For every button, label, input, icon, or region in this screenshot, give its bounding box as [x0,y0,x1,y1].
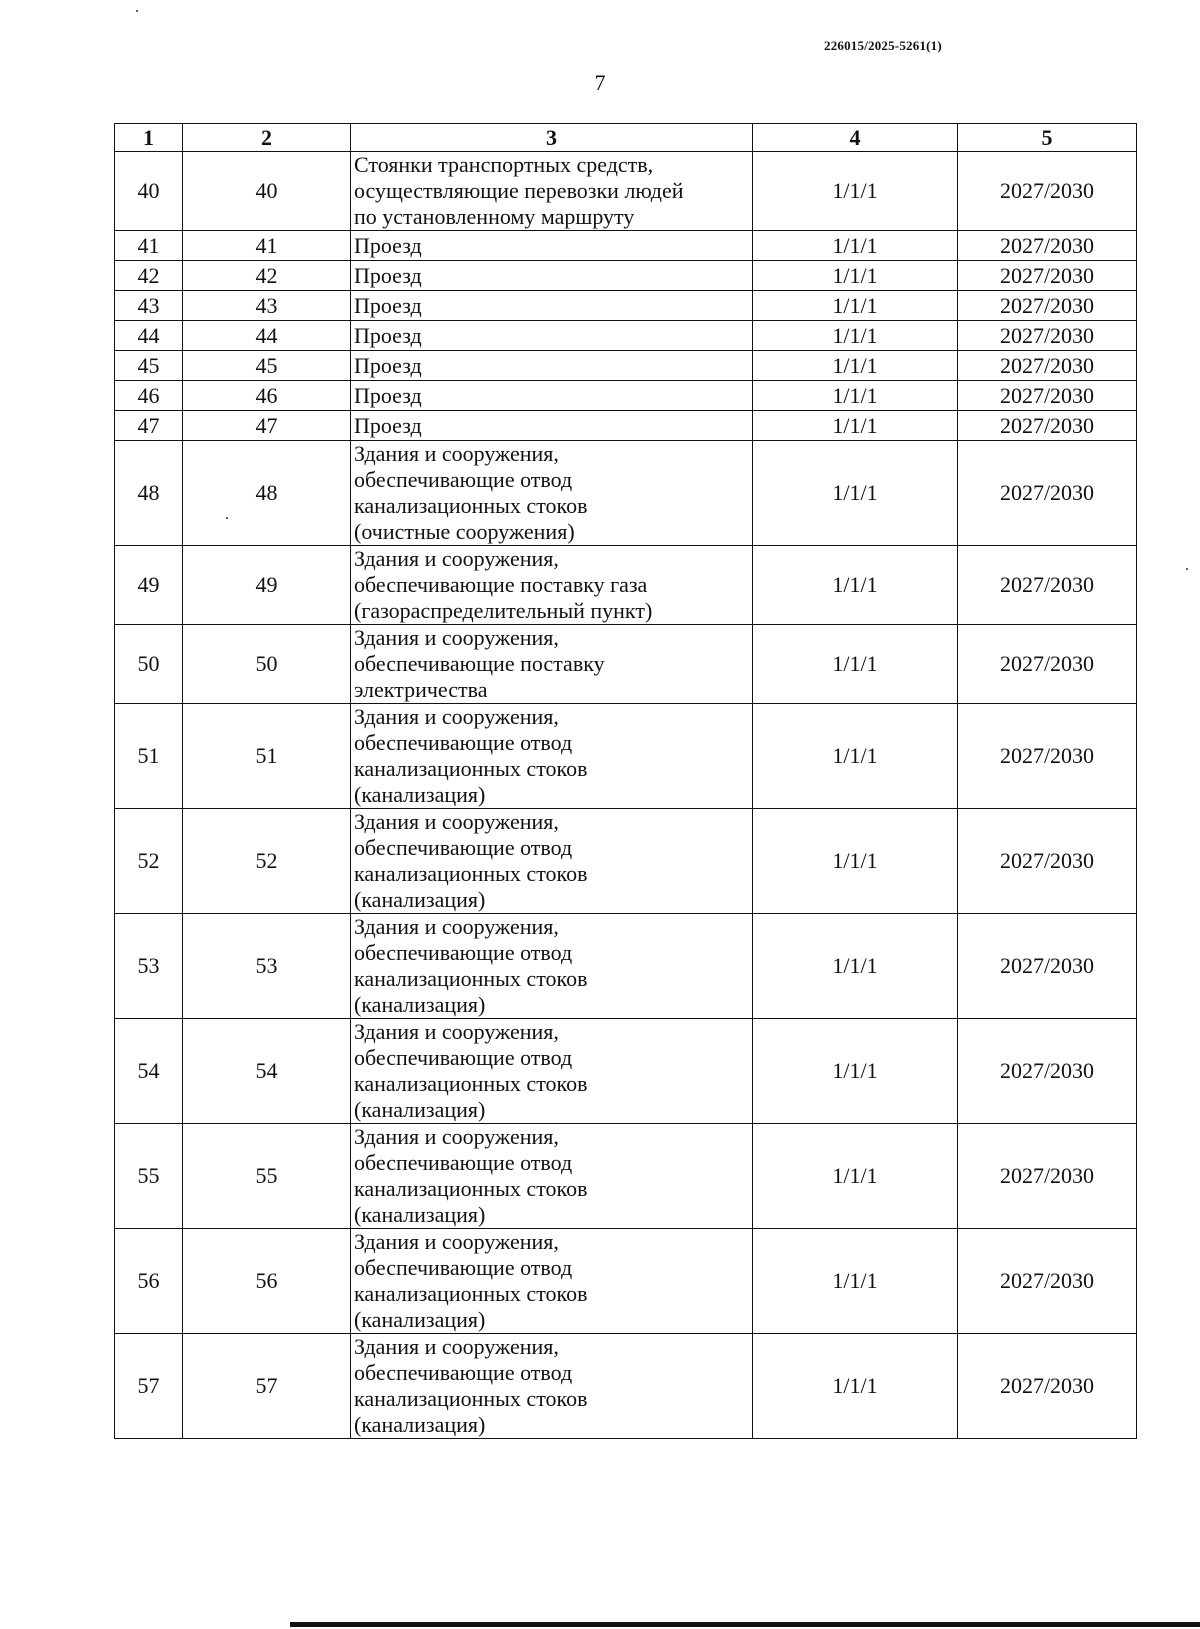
period-cell: 2027/2030 [958,321,1137,351]
table-row [115,291,1137,321]
description-cell [351,625,753,704]
period-cell: 2027/2030 [958,809,1137,914]
description-line: (газораспределительный пункт) [354,598,653,623]
period-cell: 2027/2030 [958,1229,1137,1334]
row-number-cell: 53 [115,914,183,1019]
description-line: Здания и сооружения, [354,1124,559,1149]
period-cell: 2027/2030 [958,914,1137,1019]
description-line: обеспечивающие отвод [354,1360,573,1385]
category-cell: 1/1/1 [753,261,958,291]
period-cell: 2027/2030 [958,441,1137,546]
description-line: по установленному маршруту [354,204,635,229]
table-row [115,261,1137,291]
description-cell [351,351,753,381]
object-number-cell: 42 [183,261,351,291]
table-row [115,321,1137,351]
period-cell: 2027/2030 [958,1334,1137,1439]
description-line: (канализация) [354,782,486,807]
period-cell: 2027/2030 [958,704,1137,809]
category-cell: 1/1/1 [753,1124,958,1229]
row-number-cell: 48 [115,441,183,546]
description-line: (канализация) [354,1097,486,1122]
description-line: канализационных стоков [354,1071,588,1096]
description-cell [351,704,753,809]
category-cell: 1/1/1 [753,321,958,351]
description-line: канализационных стоков [354,756,588,781]
object-number-cell: 56 [183,1229,351,1334]
description-line: электричества [354,677,488,702]
description-line: обеспечивающие поставку [354,651,605,676]
category-cell: 1/1/1 [753,351,958,381]
row-number-cell: 45 [115,351,183,381]
period-cell: 2027/2030 [958,152,1137,231]
description-line: Здания и сооружения, [354,625,559,650]
column-header: 3 [351,124,753,152]
table-row [115,411,1137,441]
description-cell [351,291,753,321]
column-header: 4 [753,124,958,152]
description-line: Здания и сооружения, [354,1019,559,1044]
table-row [115,441,1137,546]
object-number-cell: 57 [183,1334,351,1439]
object-number-cell: 45 [183,351,351,381]
row-number-cell: 54 [115,1019,183,1124]
period-cell: 2027/2030 [958,261,1137,291]
description-line: канализационных стоков [354,1176,588,1201]
description-line: Здания и сооружения, [354,441,559,466]
object-number-cell: 51 [183,704,351,809]
category-cell: 1/1/1 [753,1229,958,1334]
table-row [115,1334,1137,1439]
row-number-cell: 44 [115,321,183,351]
description-line: осуществляющие перевозки людей [354,178,684,203]
table-row [115,625,1137,704]
description-line: Проезд [354,292,422,318]
category-cell: 1/1/1 [753,704,958,809]
description-line: Проезд [354,382,422,408]
description-line: Стоянки транспортных средств, [354,152,654,177]
row-number-cell: 52 [115,809,183,914]
description-line: обеспечивающие отвод [354,940,573,965]
category-cell: 1/1/1 [753,291,958,321]
description-line: Проезд [354,412,422,438]
description-line: обеспечивающие отвод [354,1255,573,1280]
scan-speck [1186,568,1188,570]
description-cell [351,1019,753,1124]
description-line: обеспечивающие поставку газа [354,572,648,597]
object-number-cell: 47 [183,411,351,441]
object-number-cell: 44 [183,321,351,351]
description-line: (канализация) [354,887,486,912]
table-row [115,704,1137,809]
description-line: (очистные сооружения) [354,519,575,544]
table-row [115,381,1137,411]
row-number-cell: 43 [115,291,183,321]
object-number-cell: 53 [183,914,351,1019]
description-cell [351,1334,753,1439]
description-line: (канализация) [354,992,486,1017]
description-cell [351,152,753,231]
table-row [115,231,1137,261]
row-number-cell: 50 [115,625,183,704]
table-row [115,152,1137,231]
description-line: Здания и сооружения, [354,1334,559,1359]
description-cell [351,231,753,261]
table-row [115,1229,1137,1334]
description-line: Проезд [354,352,422,378]
facilities-table [114,123,1137,1439]
object-number-cell: 49 [183,546,351,625]
object-number-cell: 54 [183,1019,351,1124]
column-header: 5 [958,124,1137,152]
row-number-cell: 47 [115,411,183,441]
category-cell: 1/1/1 [753,1334,958,1439]
category-cell: 1/1/1 [753,381,958,411]
description-cell [351,809,753,914]
period-cell: 2027/2030 [958,291,1137,321]
document-id: 226015/2025-5261(1) [824,38,942,53]
category-cell: 1/1/1 [753,1019,958,1124]
category-cell: 1/1/1 [753,625,958,704]
category-cell: 1/1/1 [753,914,958,1019]
row-number-cell: 40 [115,152,183,231]
object-number-cell: 48 [183,441,351,546]
object-number-cell: 52 [183,809,351,914]
row-number-cell: 49 [115,546,183,625]
table-header-row [115,124,1137,152]
description-line: канализационных стоков [354,1281,588,1306]
description-line: обеспечивающие отвод [354,835,573,860]
period-cell: 2027/2030 [958,1019,1137,1124]
object-number-cell: 40 [183,152,351,231]
scan-speck [136,10,138,12]
object-number-cell: 55 [183,1124,351,1229]
scan-speck [226,517,228,519]
description-line: канализационных стоков [354,861,588,886]
period-cell: 2027/2030 [958,351,1137,381]
category-cell: 1/1/1 [753,809,958,914]
period-cell: 2027/2030 [958,625,1137,704]
description-line: канализационных стоков [354,493,588,518]
category-cell: 1/1/1 [753,152,958,231]
object-number-cell: 41 [183,231,351,261]
description-line: (канализация) [354,1202,486,1227]
object-number-cell: 50 [183,625,351,704]
description-line: обеспечивающие отвод [354,467,573,492]
category-cell: 1/1/1 [753,546,958,625]
row-number-cell: 51 [115,704,183,809]
description-line: (канализация) [354,1412,486,1437]
description-cell [351,411,753,441]
category-cell: 1/1/1 [753,231,958,261]
table-row [115,546,1137,625]
table-row [115,914,1137,1019]
object-number-cell: 43 [183,291,351,321]
description-line: Здания и сооружения, [354,809,559,834]
table-row [115,1019,1137,1124]
scan-edge-rule [290,1622,1200,1627]
description-line: (канализация) [354,1307,486,1332]
description-cell [351,1124,753,1229]
column-header: 2 [183,124,351,152]
period-cell: 2027/2030 [958,546,1137,625]
description-line: канализационных стоков [354,1386,588,1411]
description-cell [351,441,753,546]
table-row [115,351,1137,381]
table-row [115,1124,1137,1229]
row-number-cell: 41 [115,231,183,261]
description-line: Проезд [354,232,422,258]
object-number-cell: 46 [183,381,351,411]
category-cell: 1/1/1 [753,441,958,546]
description-line: Проезд [354,322,422,348]
description-cell [351,914,753,1019]
description-line: Здания и сооружения, [354,1229,559,1254]
description-line: обеспечивающие отвод [354,1045,573,1070]
row-number-cell: 42 [115,261,183,291]
description-line: Здания и сооружения, [354,704,559,729]
description-line: Проезд [354,262,422,288]
period-cell: 2027/2030 [958,381,1137,411]
row-number-cell: 46 [115,381,183,411]
row-number-cell: 56 [115,1229,183,1334]
row-number-cell: 55 [115,1124,183,1229]
description-line: обеспечивающие отвод [354,730,573,755]
description-line: канализационных стоков [354,966,588,991]
page-number: 7 [594,70,606,95]
description-line: Здания и сооружения, [354,546,559,571]
description-cell [351,321,753,351]
description-cell [351,546,753,625]
table-row [115,809,1137,914]
row-number-cell: 57 [115,1334,183,1439]
category-cell: 1/1/1 [753,411,958,441]
description-cell [351,381,753,411]
table-body [115,152,1137,1439]
period-cell: 2027/2030 [958,1124,1137,1229]
period-cell: 2027/2030 [958,411,1137,441]
description-line: обеспечивающие отвод [354,1150,573,1175]
description-line: Здания и сооружения, [354,914,559,939]
period-cell: 2027/2030 [958,231,1137,261]
column-header: 1 [115,124,183,152]
description-cell [351,261,753,291]
description-cell [351,1229,753,1334]
